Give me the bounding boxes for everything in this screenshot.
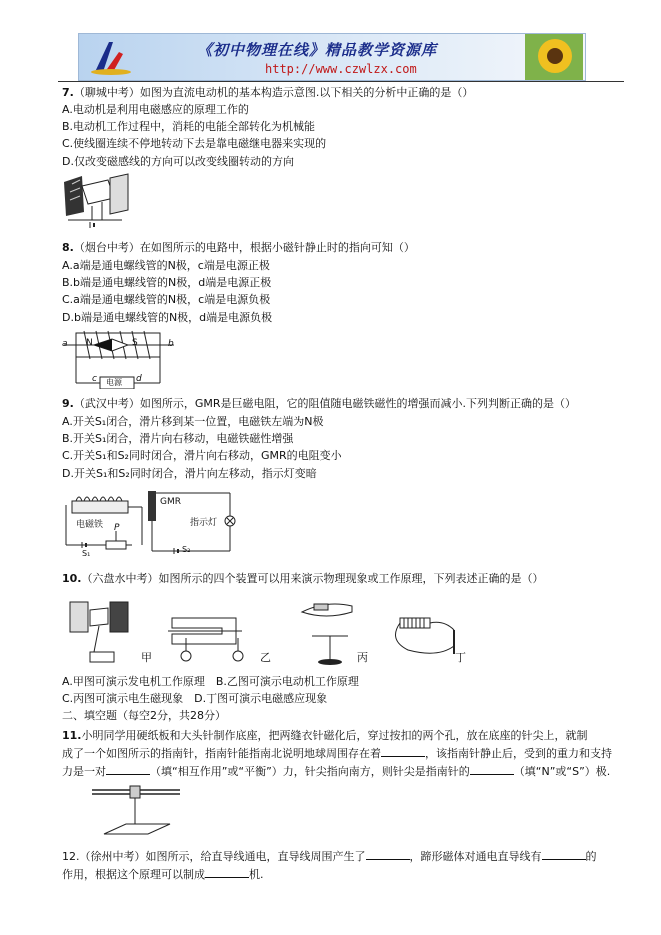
q9-lamp-label: 指示灯 xyxy=(190,518,218,528)
q11-blank-2[interactable] xyxy=(106,764,150,775)
site-logo-icon xyxy=(89,38,133,76)
q7-stem: 7.（聊城中考）如图为直流电动机的基本构造示意图.以下相关的分析中正确的是（） xyxy=(62,86,474,99)
q12-line1: 12.（徐州中考）如图所示，给直导线通电，直导线周围产生了 ，蹄形磁体对通电直导线有 的 xyxy=(62,850,597,863)
q8-label-b: b xyxy=(168,339,174,349)
q8-solenoid-figure xyxy=(62,327,182,389)
q11-blank-1[interactable] xyxy=(381,746,425,757)
q11-line1: 11.小明同学用硬纸板和大头针制作底座，把两缝衣针磁化后，穿过按扣的两个孔，放在底座的针尖上，就制 xyxy=(62,729,588,742)
q8-needle-n: N xyxy=(86,338,93,348)
q8-label-d: d xyxy=(136,374,142,384)
q12-blank-1[interactable] xyxy=(366,849,410,860)
q10-figure-yi xyxy=(166,604,262,666)
q9-s1-label: S₁ xyxy=(82,549,91,558)
q7-option-a: A.电动机是利用电磁感应的原理工作的 xyxy=(62,103,249,116)
q7-motor-figure xyxy=(62,172,132,230)
q10-options-ab: A.甲图可演示发电机工作原理 B.乙图可演示电动机工作原理 xyxy=(62,675,359,688)
q10-options-cd: C.丙图可演示电生磁现象 D.丁图可演示电磁感应现象 xyxy=(62,692,328,705)
q9-s2-label: S₂ xyxy=(182,545,191,554)
q8-option-a: A.a端是通电螺线管的N极，c端是电源正极 xyxy=(62,259,270,272)
q9-option-c: C.开关S₁和S₂同时闭合，滑片向右移动，GMR的电阻变小 xyxy=(62,449,342,462)
section-fill-in-heading: 二、填空题（每空2分，共28分） xyxy=(62,709,226,722)
q9-option-a: A.开关S₁闭合，滑片移到某一位置，电磁铁左端为N极 xyxy=(62,415,324,428)
q11-compass-figure xyxy=(90,782,186,838)
q9-stem: 9.（武汉中考）如图所示，GMR是巨磁电阻，它的阻值随电磁铁磁性的增强而减小.下列判断正确的是（） xyxy=(62,397,576,410)
q12-blank-2[interactable] xyxy=(542,849,586,860)
q8-stem: 8.（烟台中考）在如图所示的电路中，根据小磁针静止时的指向可知（） xyxy=(62,241,415,254)
q12-line2: 作用，根据这个原理可以制成 机. xyxy=(62,868,264,881)
q8-label-a: a xyxy=(62,339,68,349)
q10-figure-jia xyxy=(64,590,138,666)
q9-option-d: D.开关S₁和S₂同时闭合，滑片向左移动，指示灯变暗 xyxy=(62,467,317,480)
q10-label-ding: 丁 xyxy=(455,651,466,664)
q11-line2: 成了一个如图所示的指南针，指南针能指南北说明地球周围存在着 ，该指南针静止后，受到的重力和支持 xyxy=(62,747,612,760)
q8-power-source: 电源 xyxy=(106,378,122,387)
q9-gmr-label: GMR xyxy=(160,497,181,507)
header-rule xyxy=(58,81,624,82)
q7-option-c: C.使线圈连续不停地转动下去是靠电磁继电器来实现的 xyxy=(62,137,327,150)
q8-needle-s: S xyxy=(132,338,138,348)
sunflower-icon xyxy=(525,34,583,80)
q8-option-d: D.b端是通电螺线管的N极，d端是电源负极 xyxy=(62,311,273,324)
q8-label-c: c xyxy=(92,374,97,384)
q8-option-b: B.b端是通电螺线管的N极，d端是电源正极 xyxy=(62,276,272,289)
q10-label-jia: 甲 xyxy=(141,651,152,664)
site-title: 《初中物理在线》精品教学资源库 xyxy=(197,41,438,59)
q9-gmr-figure xyxy=(62,487,242,557)
q11-line3: 力是一对 （填“相互作用”或“平衡”）力，针尖指向南方，则针尖是指南针的 （填“N”或“S”）极. xyxy=(62,765,611,778)
q8-option-c: C.a端是通电螺线管的N极，c端是电源负极 xyxy=(62,293,271,306)
q11-blank-3[interactable] xyxy=(470,764,514,775)
site-url[interactable]: http://www.czwlzx.com xyxy=(265,62,417,76)
q12-blank-3[interactable] xyxy=(205,867,249,878)
q7-option-b: B.电动机工作过程中，消耗的电能全部转化为机械能 xyxy=(62,120,316,133)
q10-label-bing: 丙 xyxy=(357,651,368,664)
q9-option-b: B.开关S₁闭合，滑片向右移动，电磁铁磁性增强 xyxy=(62,432,294,445)
q9-slider-label: P xyxy=(114,523,120,533)
q9-electromagnet-label: 电磁铁 xyxy=(76,520,104,530)
header-banner xyxy=(78,33,586,81)
q10-label-yi: 乙 xyxy=(260,651,271,664)
q10-stem: 10.（六盘水中考）如图所示的四个装置可以用来演示物理现象或工作原理，下列表述正确的是（） xyxy=(62,572,544,585)
q10-figure-bing xyxy=(296,596,366,666)
q7-option-d: D.仅改变磁感线的方向可以改变线圈转动的方向 xyxy=(62,155,294,168)
